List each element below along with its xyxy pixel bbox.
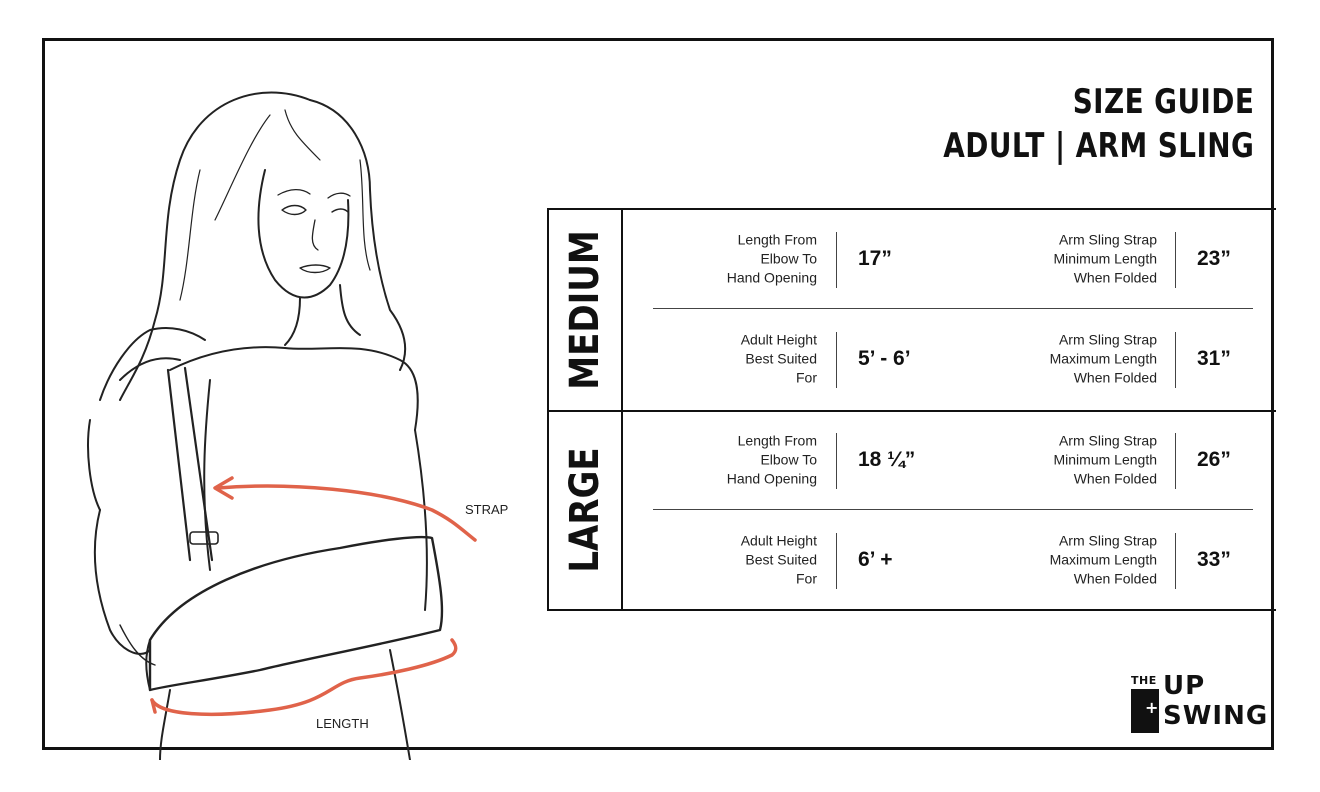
torso-right [415,430,427,610]
size-label-cell [549,411,623,609]
length-label: LENGTH [316,716,369,731]
divider [836,232,837,288]
hair-outline-right [310,100,405,370]
divider [836,332,837,388]
row-value-left: 17” [858,247,892,270]
row-value-right: 33” [1197,548,1231,571]
row-label-left: Adult Height Best Suited For [740,331,817,386]
strap-buckle [190,532,218,544]
row-label-left: Length From Elbow To Hand Opening [726,231,817,286]
size-table [547,208,1276,611]
neck [285,298,300,345]
size-name: MEDIUM [562,230,608,390]
lips [300,265,330,273]
page-title [943,80,1254,168]
size-section-medium [549,210,1276,412]
strap-arrow [218,486,475,540]
strap-label: STRAP [465,502,509,517]
title-line-size-guide: SIZE GUIDE [1072,82,1254,122]
row-value-left: 5’ - 6’ [858,347,911,370]
table-row [653,310,1253,408]
size-label-cell [549,210,623,410]
raised-hand [88,328,205,510]
row-value-right: 31” [1197,347,1231,370]
row-value-left: 18 ¼” [858,448,916,471]
divider [1175,232,1176,288]
nose [312,220,318,250]
table-row [653,411,1253,510]
divider [836,433,837,489]
right-eye [332,209,348,212]
length-arrow [152,640,456,714]
row-label-right: Arm Sling Strap Maximum Length When Folded [1049,532,1157,587]
logo-plus: + [1145,698,1159,717]
row-label-right: Arm Sling Strap Minimum Length When Folded [1053,432,1157,487]
divider [1175,332,1176,388]
row-label-right: Arm Sling Strap Minimum Length When Folded [1053,231,1157,286]
brand-logo [1131,671,1269,735]
divider [1175,433,1176,489]
size-section-large [549,411,1276,609]
logo-swing: SWING [1163,701,1269,731]
row-label-right: Arm Sling Strap Maximum Length When Folded [1049,331,1157,386]
table-row [653,511,1253,609]
row-label-left: Adult Height Best Suited For [740,532,817,587]
logo-up: UP [1163,671,1206,701]
title-line-product: ADULT | ARM SLING [942,126,1254,166]
sling-strap-left [168,370,190,560]
row-label-left: Length From Elbow To Hand Opening [726,432,817,487]
row-value-right: 26” [1197,448,1231,471]
logo-the: THE [1131,674,1157,687]
row-value-left: 6’ + [858,548,893,571]
left-eye [282,206,306,215]
arm-sling-illustration [60,70,530,760]
sling-pouch [150,537,442,690]
row-value-right: 23” [1197,247,1231,270]
table-row [653,210,1253,309]
size-name: LARGE [562,447,608,573]
divider [1175,533,1176,589]
face-outline [258,170,348,298]
divider [836,533,837,589]
